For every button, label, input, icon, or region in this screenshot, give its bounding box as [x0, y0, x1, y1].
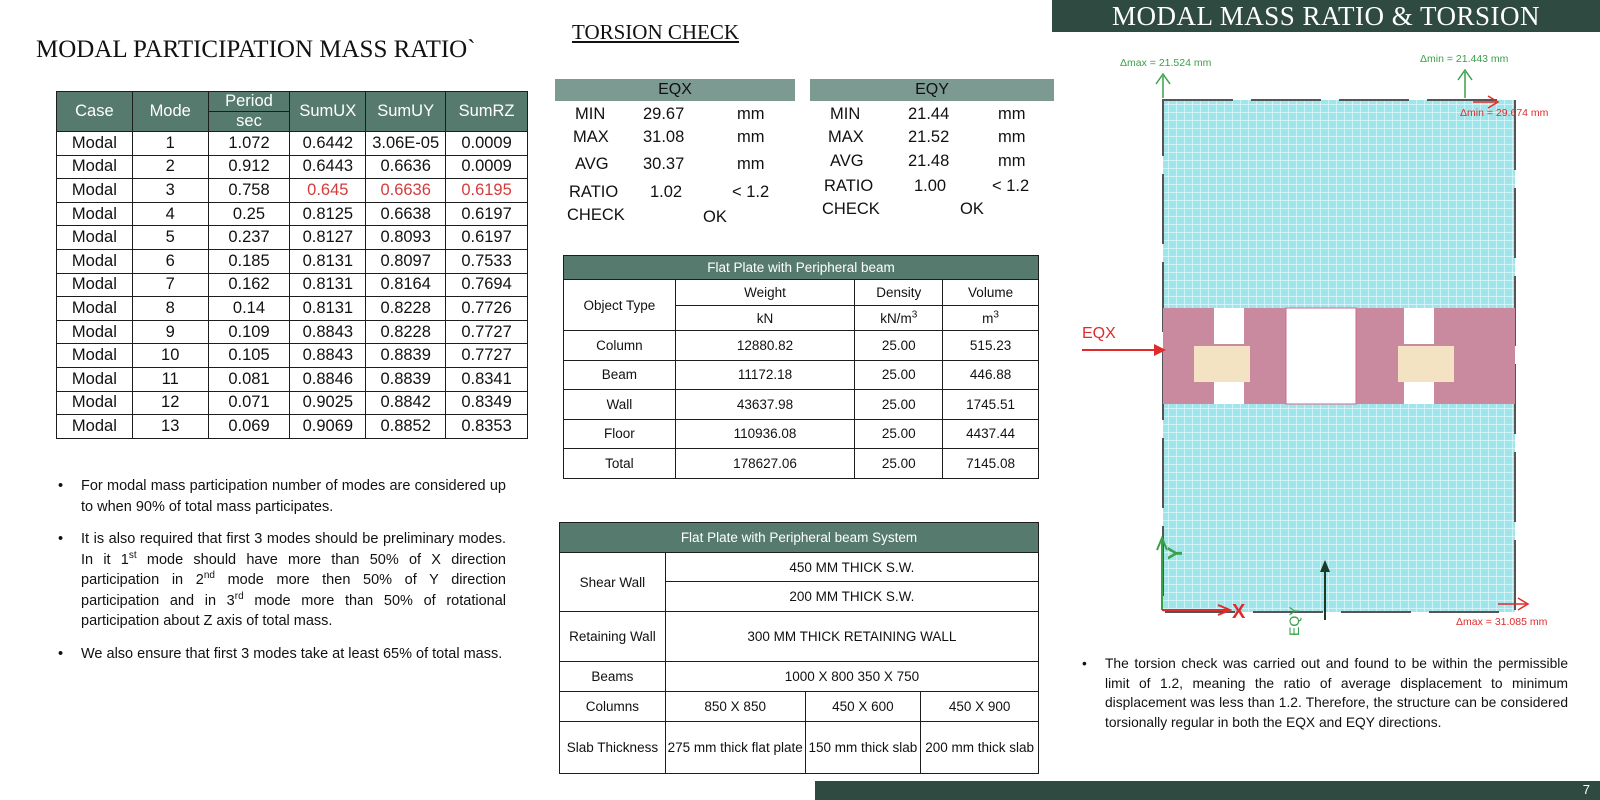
table-cell: Modal — [57, 415, 133, 439]
eqx-max-value: 31.08 — [643, 128, 685, 146]
eqy-header: EQY — [810, 79, 1054, 101]
table-cell: 0.237 — [208, 226, 290, 250]
table-cell: 0.8125 — [290, 202, 366, 226]
table-row — [57, 132, 528, 156]
opening — [1404, 382, 1434, 404]
modal-notes — [56, 476, 506, 676]
table-cell: 0.7727 — [446, 320, 528, 344]
weight-table — [563, 255, 1039, 479]
bullet-text: For modal mass participation number of modes are considered up to when 90% of total mass participates. — [81, 478, 506, 515]
table-cell: 0.8228 — [366, 320, 446, 344]
table-row — [57, 391, 528, 415]
columns-v2: 450 X 600 — [805, 692, 921, 722]
table-cell: 0.6636 — [366, 155, 446, 179]
table-cell: 515.23 — [943, 331, 1039, 361]
superscript: st — [128, 549, 137, 561]
label-check: CHECK — [822, 200, 880, 218]
table-cell: 0.8846 — [290, 367, 366, 391]
bullet-item — [56, 476, 506, 517]
bullet-text: mode more than 50% of rotational participation about Z axis of total mass. — [81, 592, 506, 629]
table-cell: 0.8341 — [446, 367, 528, 391]
table-cell: 25.00 — [855, 331, 943, 361]
col-volume: Volume — [943, 280, 1039, 306]
table-cell: 0.0009 — [446, 155, 528, 179]
table-cell: 0.8839 — [366, 344, 446, 368]
core-fill — [1398, 346, 1454, 382]
table-cell: 12 — [132, 391, 208, 415]
table-cell: 8 — [132, 297, 208, 321]
density-unit-text: kN/m — [880, 310, 912, 326]
table-row — [57, 249, 528, 273]
table-cell: Total — [564, 449, 676, 479]
eqx-header: EQX — [555, 79, 795, 101]
table-cell: 446.88 — [943, 360, 1039, 390]
label-max: MAX — [573, 128, 609, 146]
table-row — [57, 367, 528, 391]
y-axis-label: Y — [1165, 546, 1187, 560]
table-row — [57, 226, 528, 250]
table-row — [57, 344, 528, 368]
torsion-note-text: The torsion check was carried out and found to be within the permissible limit of 1.2, meaning the ratio of average displacement to minimum displacement was less than 1.2. Therefore, the structure can be considered torsionally regular in both the EQX and EQY directions. — [1105, 656, 1568, 730]
table-cell: 0.9069 — [290, 415, 366, 439]
col-sumux: SumUX — [290, 92, 366, 132]
superscript: nd — [203, 570, 215, 582]
label-avg: AVG — [830, 152, 864, 170]
eqx-load-label: EQX — [1082, 325, 1116, 342]
beams-value: 1000 X 800 350 X 750 — [665, 662, 1038, 692]
col-mode: Mode — [132, 92, 208, 132]
eqy-ratio-value: 1.00 — [914, 177, 947, 195]
x-axis-label: X — [1232, 601, 1246, 623]
table-cell: 0.8842 — [366, 391, 446, 415]
core-fill — [1194, 346, 1250, 382]
table-cell: 0.8839 — [366, 367, 446, 391]
volume-unit-text: m — [982, 310, 994, 326]
table-cell: 0.758 — [208, 179, 290, 203]
table-row — [57, 155, 528, 179]
table-cell: 0.8353 — [446, 415, 528, 439]
label-ratio: RATIO — [824, 177, 874, 195]
table-cell: 0.8349 — [446, 391, 528, 415]
table-row — [57, 179, 528, 203]
retaining-wall-value: 300 MM THICK RETAINING WALL — [665, 612, 1038, 662]
modal-mass-table — [56, 91, 528, 439]
unit: mm — [737, 155, 765, 173]
table-cell: Wall — [564, 390, 676, 420]
table-cell: 3 — [132, 179, 208, 203]
table-cell: Modal — [57, 297, 133, 321]
table-cell: 25.00 — [855, 449, 943, 479]
table-cell: 0.8131 — [290, 249, 366, 273]
superscript: 3 — [911, 309, 918, 320]
table-cell: Modal — [57, 226, 133, 250]
bullet-text: mode more then 50% of Y direction participation and in 3 — [81, 572, 506, 609]
table-cell: 5 — [132, 226, 208, 250]
eqx-check-value: OK — [703, 208, 727, 226]
unit: mm — [998, 152, 1026, 170]
weight-unit: kN — [675, 306, 855, 331]
table-cell: 0.109 — [208, 320, 290, 344]
table-cell: 11172.18 — [675, 360, 855, 390]
opening — [1214, 382, 1244, 404]
col-sumrz: SumRZ — [446, 92, 528, 132]
unit: mm — [998, 105, 1026, 123]
table-cell: 0.645 — [290, 179, 366, 203]
label-min: MIN — [575, 105, 606, 123]
table-cell: 0.8843 — [290, 344, 366, 368]
table-cell: 0.069 — [208, 415, 290, 439]
shear-wall-200: 200 MM THICK S.W. — [665, 582, 1038, 612]
table-cell: Beam — [564, 360, 676, 390]
unit: mm — [737, 105, 765, 123]
eqy-min-value: 21.44 — [908, 105, 950, 123]
table-cell: 1 — [132, 132, 208, 156]
table-cell: 2 — [132, 155, 208, 179]
table-cell: 0.7694 — [446, 273, 528, 297]
table-cell: Modal — [57, 249, 133, 273]
table-cell: 4 — [132, 202, 208, 226]
table-cell: 7145.08 — [943, 449, 1039, 479]
slide-title: MODAL MASS RATIO & TORSION — [1111, 0, 1541, 31]
table-cell: Modal — [57, 367, 133, 391]
bullet-text: mode should have more than 50% of X direction participation in 2 — [81, 551, 506, 588]
table-row — [57, 202, 528, 226]
slab-v1: 275 mm thick flat plate — [665, 722, 805, 774]
table-cell: 0.25 — [208, 202, 290, 226]
table-cell: 25.00 — [855, 390, 943, 420]
superscript: rd — [234, 590, 244, 602]
col-period: Period — [208, 92, 290, 112]
table-cell: 10 — [132, 344, 208, 368]
shear-wall-label: Shear Wall — [560, 553, 666, 612]
table-row — [564, 360, 1039, 390]
eqy-check-value: OK — [960, 200, 984, 218]
table-row — [564, 419, 1039, 449]
col-sumuy: SumUY — [366, 92, 446, 132]
table-cell: Floor — [564, 419, 676, 449]
slab-v3: 200 mm thick slab — [921, 722, 1039, 774]
dmin-top-label: Δmin = 21.443 mm — [1420, 53, 1509, 65]
bullet-item — [1080, 654, 1568, 732]
table-cell: 0.6443 — [290, 155, 366, 179]
modal-section-title: MODAL PARTICIPATION MASS RATIO` — [36, 36, 476, 63]
table-cell: 0.912 — [208, 155, 290, 179]
table-cell: Modal — [57, 179, 133, 203]
table-cell: 0.8131 — [290, 273, 366, 297]
table-cell: 0.7533 — [446, 249, 528, 273]
table-cell: 0.8093 — [366, 226, 446, 250]
unit: mm — [737, 128, 765, 146]
table-cell: 0.071 — [208, 391, 290, 415]
table-cell: 0.8164 — [366, 273, 446, 297]
beams-label: Beams — [560, 662, 666, 692]
table-cell: 0.14 — [208, 297, 290, 321]
page-number: 7 — [1582, 782, 1590, 797]
bullet-text: It is also required that first 3 modes should be preliminary modes. In it 1 — [81, 531, 506, 568]
opening-center — [1286, 308, 1356, 404]
table-cell: 4437.44 — [943, 419, 1039, 449]
table-cell: 0.7726 — [446, 297, 528, 321]
table-cell: 0.6197 — [446, 226, 528, 250]
table-row — [564, 331, 1039, 361]
label-ratio: RATIO — [569, 183, 619, 201]
table-cell: 0.8131 — [290, 297, 366, 321]
dmax-top-label: Δmax = 21.524 mm — [1120, 57, 1212, 69]
table-cell: Column — [564, 331, 676, 361]
table-cell: Modal — [57, 155, 133, 179]
table-cell: 0.6195 — [446, 179, 528, 203]
columns-label: Columns — [560, 692, 666, 722]
table-cell: 0.8852 — [366, 415, 446, 439]
eqy-max-value: 21.52 — [908, 128, 950, 146]
unit: mm — [998, 128, 1026, 146]
table-cell: 0.8228 — [366, 297, 446, 321]
col-period-unit: sec — [208, 112, 290, 132]
table-cell: Modal — [57, 132, 133, 156]
col-density: Density — [855, 280, 943, 306]
columns-v3: 450 X 900 — [921, 692, 1039, 722]
bullet-item — [56, 644, 506, 665]
volume-unit — [943, 306, 1039, 331]
table-cell: 0.081 — [208, 367, 290, 391]
label-check: CHECK — [567, 206, 625, 224]
table-cell: 43637.98 — [675, 390, 855, 420]
table-cell: 7 — [132, 273, 208, 297]
density-unit — [855, 306, 943, 331]
label-min: MIN — [830, 105, 861, 123]
eqx-avg-value: 30.37 — [643, 155, 685, 173]
table-cell: 0.6636 — [366, 179, 446, 203]
label-max: MAX — [828, 128, 864, 146]
table-cell: Modal — [57, 202, 133, 226]
slide-footer — [815, 781, 1600, 800]
system-table-title: Flat Plate with Peripheral beam System — [560, 523, 1039, 553]
table-cell: 6 — [132, 249, 208, 273]
eqx-min-value: 29.67 — [643, 105, 685, 123]
table-cell: 13 — [132, 415, 208, 439]
retaining-wall-label: Retaining Wall — [560, 612, 666, 662]
eqy-load-label: EQY — [1286, 606, 1302, 636]
table-cell: 9 — [132, 320, 208, 344]
table-cell: 0.105 — [208, 344, 290, 368]
table-row — [57, 273, 528, 297]
table-cell: 1745.51 — [943, 390, 1039, 420]
table-cell: 0.8127 — [290, 226, 366, 250]
system-table — [559, 522, 1039, 774]
torsion-section-title: TORSION CHECK — [572, 20, 740, 44]
table-row — [57, 320, 528, 344]
columns-v1: 850 X 850 — [665, 692, 805, 722]
eqy-avg-value: 21.48 — [908, 152, 950, 170]
bullet-text: We also ensure that first 3 modes take at least 65% of total mass. — [81, 645, 503, 662]
structural-plan-figure — [1080, 40, 1600, 640]
table-cell: 0.9025 — [290, 391, 366, 415]
table-cell: 25.00 — [855, 419, 943, 449]
slab-v2: 150 mm thick slab — [805, 722, 921, 774]
eqx-limit: < 1.2 — [732, 183, 770, 201]
table-cell: 0.8097 — [366, 249, 446, 273]
opening — [1404, 308, 1434, 344]
dmin-right-label: Δmin = 29.674 mm — [1460, 107, 1549, 119]
table-cell: 25.00 — [855, 360, 943, 390]
col-object-type: Object Type — [564, 280, 676, 331]
table-cell: 0.8843 — [290, 320, 366, 344]
slab-label: Slab Thickness — [560, 722, 666, 774]
table-cell: 0.0009 — [446, 132, 528, 156]
table-cell: Modal — [57, 344, 133, 368]
table-row — [564, 449, 1039, 479]
superscript: 3 — [993, 309, 999, 320]
table-row — [57, 415, 528, 439]
table-cell: 11 — [132, 367, 208, 391]
slide-header — [1052, 0, 1600, 32]
eqy-limit: < 1.2 — [992, 177, 1030, 195]
table-cell: Modal — [57, 391, 133, 415]
dmax-bottom-label: Δmax = 31.085 mm — [1456, 616, 1548, 628]
table-cell: 1.072 — [208, 132, 290, 156]
table-row — [57, 297, 528, 321]
table-cell: 0.7727 — [446, 344, 528, 368]
col-weight: Weight — [675, 280, 855, 306]
table-cell: Modal — [57, 320, 133, 344]
table-cell: 0.185 — [208, 249, 290, 273]
label-avg: AVG — [575, 155, 609, 173]
opening — [1214, 308, 1244, 344]
table-cell: 3.06E-05 — [366, 132, 446, 156]
table-cell: Modal — [57, 273, 133, 297]
table-cell: 0.162 — [208, 273, 290, 297]
shear-wall-450: 450 MM THICK S.W. — [665, 553, 1038, 582]
table-cell: 110936.08 — [675, 419, 855, 449]
weight-table-title: Flat Plate with Peripheral beam — [564, 256, 1039, 280]
bullet-item — [56, 529, 506, 632]
torsion-notes — [1080, 654, 1568, 744]
table-cell: 178627.06 — [675, 449, 855, 479]
table-cell: 0.6442 — [290, 132, 366, 156]
table-row — [564, 390, 1039, 420]
table-cell: 0.6197 — [446, 202, 528, 226]
eqx-ratio-value: 1.02 — [650, 183, 683, 201]
table-cell: 0.6638 — [366, 202, 446, 226]
table-cell: 12880.82 — [675, 331, 855, 361]
col-case: Case — [57, 92, 133, 132]
